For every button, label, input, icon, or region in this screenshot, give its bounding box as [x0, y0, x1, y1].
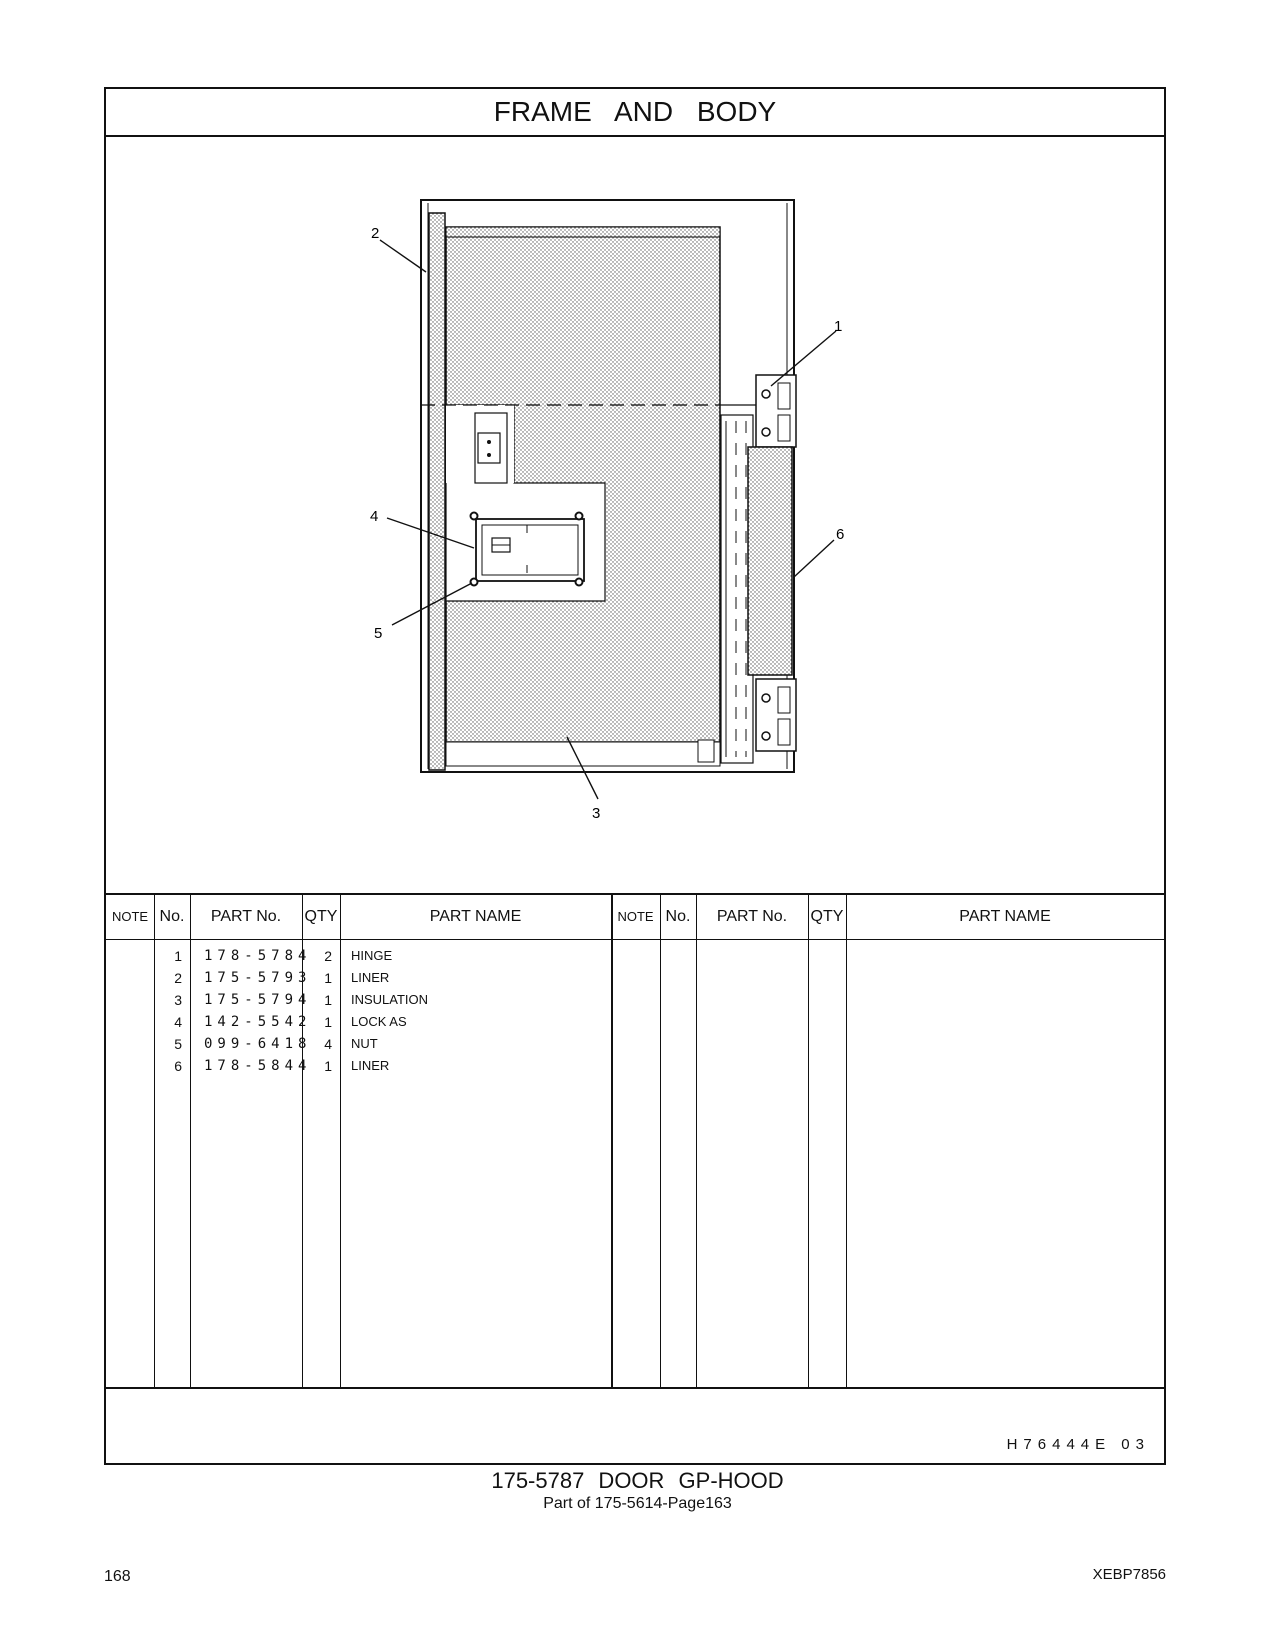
row-number: 4 — [174, 1014, 182, 1030]
quantity: 4 — [324, 1036, 332, 1052]
column-divider — [660, 895, 661, 1387]
callout-3: 3 — [592, 805, 601, 822]
header-part-no: PART No. — [210, 908, 282, 925]
header-qty: QTY — [810, 908, 844, 925]
lower-hinge — [756, 679, 796, 751]
row-number: 2 — [174, 970, 182, 986]
group-reference: Part of 175-5614-Page163 — [543, 1495, 732, 1512]
part-number: 178-5844 — [204, 1058, 312, 1074]
door-illustration — [106, 135, 1164, 893]
row-number: 6 — [174, 1058, 182, 1074]
part-number: 142-5542 — [204, 1014, 312, 1030]
column-divider — [190, 895, 191, 1387]
row-number: 1 — [174, 948, 182, 964]
part-number: 099-6418 — [204, 1036, 312, 1052]
column-divider — [696, 895, 697, 1387]
part-number: 178-5784 — [204, 948, 312, 964]
quantity: 1 — [324, 992, 332, 1008]
callout-4: 4 — [370, 508, 379, 525]
part-name: INSULATION — [351, 992, 429, 1007]
quantity: 1 — [324, 1014, 332, 1030]
page-number: 168 — [104, 1568, 131, 1585]
part-name: NUT — [351, 1036, 378, 1051]
row-number: 3 — [174, 992, 182, 1008]
part-number: 175-5794 — [204, 992, 312, 1008]
upper-latch — [475, 413, 507, 483]
insulation-panel — [421, 227, 756, 766]
header-qty: QTY — [304, 908, 338, 925]
part-name: LINER — [351, 970, 390, 985]
document-id: XEBP7856 — [1092, 1566, 1166, 1583]
upper-hinge — [756, 375, 796, 447]
header-note: NOTE — [111, 909, 149, 924]
header-part-name: PART NAME — [959, 908, 1051, 925]
header-divider — [106, 939, 1164, 940]
callout-1: 1 — [834, 318, 843, 335]
part-number: 175-5793 — [204, 970, 312, 986]
parts-table — [106, 893, 1164, 1389]
parts-page-frame — [104, 87, 1166, 1465]
column-divider — [611, 895, 613, 1387]
quantity: 1 — [324, 970, 332, 986]
header-part-name: PART NAME — [429, 908, 522, 925]
column-divider — [846, 895, 847, 1387]
column-divider — [808, 895, 809, 1387]
header-no: No. — [159, 908, 185, 925]
quantity: 1 — [324, 1058, 332, 1074]
side-liner — [748, 447, 792, 675]
callout-5: 5 — [374, 625, 383, 642]
section-title: FRAME AND BODY — [106, 89, 1164, 137]
callout-6: 6 — [836, 526, 845, 543]
exploded-diagram — [106, 135, 1164, 893]
part-name: LINER — [351, 1058, 390, 1073]
lock-assembly — [476, 519, 584, 581]
row-number: 5 — [174, 1036, 182, 1052]
liner-strip — [429, 213, 445, 770]
column-divider — [340, 895, 341, 1387]
header-no: No. — [665, 908, 691, 925]
illustration-code: H76444E 03 — [1006, 1436, 1150, 1453]
header-part-no: PART No. — [716, 908, 788, 925]
quantity: 2 — [324, 948, 332, 964]
part-name: HINGE — [351, 948, 393, 963]
header-note: NOTE — [617, 909, 654, 924]
callout-2: 2 — [371, 225, 380, 242]
group-title: 175-5787 DOOR GP-HOOD — [491, 1468, 784, 1493]
part-name: LOCK AS — [351, 1014, 407, 1029]
